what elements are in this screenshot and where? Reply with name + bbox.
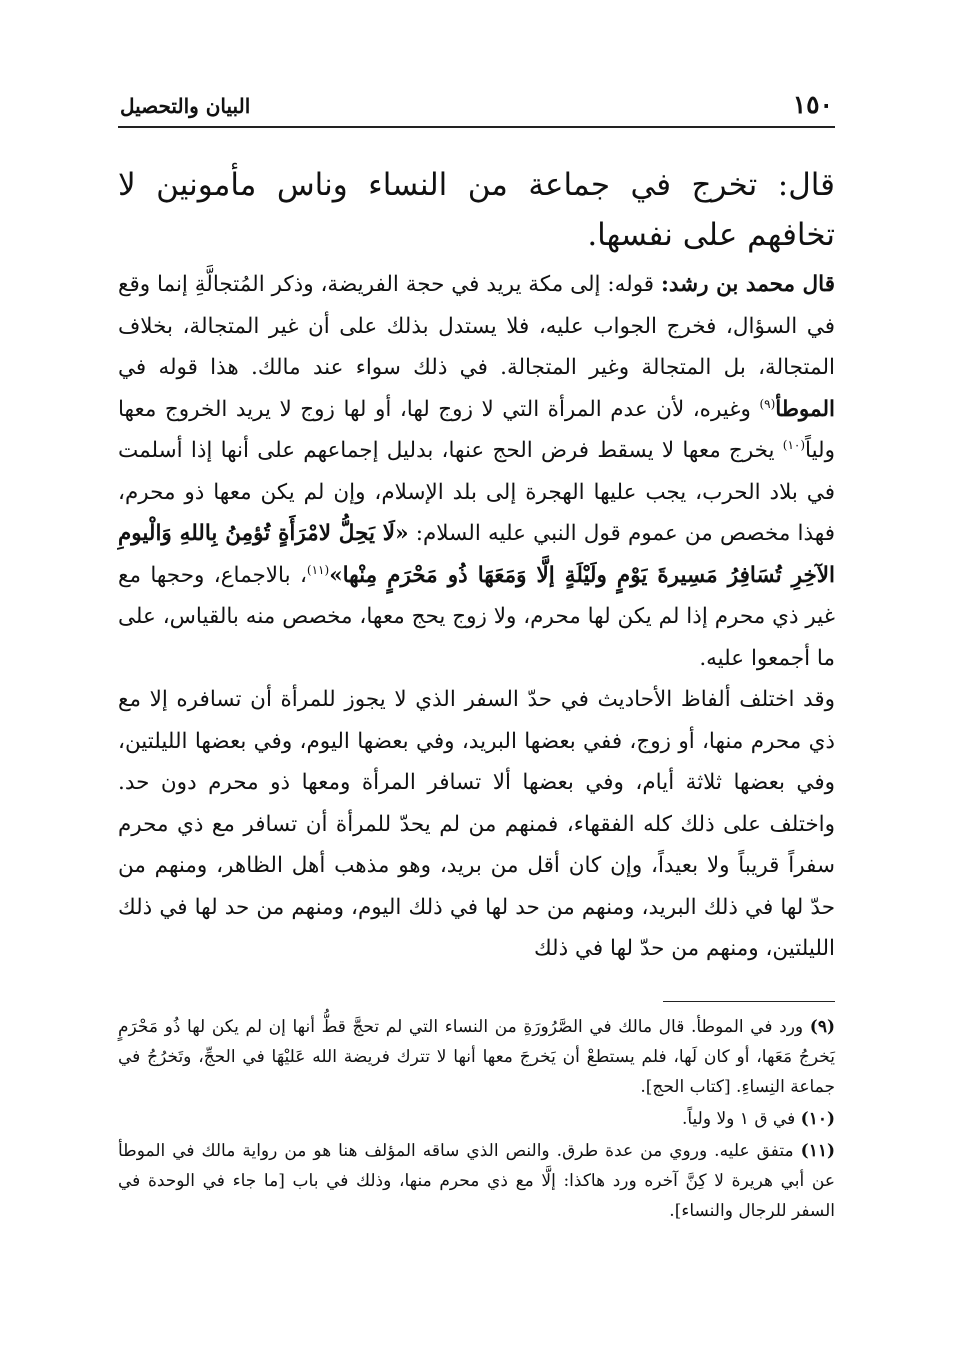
commentary-paragraph bbox=[118, 264, 835, 679]
footnote-9 bbox=[118, 1012, 835, 1102]
page-number: ١٥٠ bbox=[792, 90, 833, 119]
question-text: قال: تخرج في جماعة من النساء وناس مأمونين لا تخافهم على نفسها. bbox=[118, 167, 835, 253]
muwatta-title: الموطأ bbox=[775, 396, 835, 422]
footnote-text: في ق ١ ولا ولياً. bbox=[681, 1109, 796, 1129]
text-segment: ، بالاجماع، وحجها مع غير ذي محرم إذا لم يكن لها محرم، ولا زوج يحج معها، مخصص منه بالقياس، على ما أجمعوا عليه. bbox=[118, 562, 835, 671]
text-segment: يخرج معها لا يسقط فرض الحج عنها، بدليل إجماعهم على أنها إذا أسلمت في بلاد الحرب، يجب عليها الهجرة إلى بلد الإسلام، وإن لم يكن معها ذو محرم، فهذا مخصص من عموم قول النبي عليه السلام: bbox=[118, 438, 835, 546]
footnote-ref-10: (١٠) bbox=[782, 437, 806, 452]
footnote-number: (١١) bbox=[800, 1141, 835, 1161]
text-segment: وغيره، لأن عدم المرأة التي لا زوج لها، أو لها زوج لا يريد الخروج معها ولياً bbox=[118, 396, 835, 463]
commentary-paragraph-2: وقد اختلف ألفاظ الأحاديث في حدّ السفر الذي لا يجوز للمرأة أن تسافره إلا مع ذي محرم منها، أو زوج، ففي بعضها البريد، وفي بعضها اليوم، وفي بعضها الليلتين، وفي بعضها ثلاثة أيام، وفي بعضها ألا تسافر المرأة ومعها ذو محرم دون حد. واختلف على ذلك كله الفقهاء، فمنهم من لم يحدّ للمرأة أن تسافر مع ذي محرم سفراً قريباً ولا بعيداً، وإن كان أقل من بريد، وهو مذهب أهل الظاهر، ومنهم من حدّ لها في ذلك البريد، ومنهم من حد لها في ذلك اليوم، ومنهم من حد لها في ذلك الليلتين، ومنهم من حدّ لها في ذلك bbox=[118, 687, 835, 961]
footnote-number: (٩) bbox=[809, 1017, 835, 1037]
running-title: البيان والتحصيل bbox=[120, 94, 251, 118]
footnote-ref-11: (١١) bbox=[306, 562, 330, 577]
footnote-ref-9: (٩) bbox=[759, 396, 776, 411]
footnote-10 bbox=[118, 1104, 835, 1134]
footnote-11 bbox=[118, 1136, 835, 1226]
footnote-text: متفق عليه. وروي من عدة طرق. والنص الذي ساقه المؤلف هنا هو من رواية مالك في الموطأ عن أبي هريرة لا كِنَّ آخره ورد هاكذا: إلَّا مع ذي محرم منها، وذلك في باب [ما جاء في الوحدة في السفر للرجال والنساء]. bbox=[118, 1141, 835, 1221]
speaker-label: قال محمد بن رشد: bbox=[660, 272, 835, 297]
footnote-number: (١٠) bbox=[800, 1109, 835, 1129]
page-header bbox=[118, 86, 835, 128]
footnote-text: ورد في الموطأ. قال مالك في الصَّرُورَةِ من النساء التي لم تحجَّ قطُّ أنها إن لم يكن لها ذُو مَحْرَمٍ يَخرجُ مَعَها، أو كان لَها، فلم يستطعْ أن يَخرجَ معها أنها لا تترك فريضة الله عَليْهَا في الحجِّ، وتَخرُجُ في جماعة النِساءِ. [كتاب الحج]. bbox=[118, 1017, 835, 1097]
text-segment: قوله: إلى مكة يريد في حجة الفريضة، وذكر المُتجالَّةِ إنما وقع في السؤال، فخرج الجواب عليه، فلا يستدل بذلك على أن غير المتجالة، بخلاف المتجالة، بل المتجالة وغير المتجالة. في ذلك سواء عند مالك. هذا قوله في bbox=[118, 272, 835, 380]
hadith-quote: «لَا يَحِلُّ لامْرَأَةٍ تُؤمِنُ بِاللهِ وَالْيومِ الآخِرِ تُسَافِرُ مَسِيرةَ يَوْمٍ ولَيْلَةٍ إلَّا وَمَعَهَا ذُو مَحْرَمٍ مِنْها» bbox=[118, 521, 835, 588]
commentary-text bbox=[118, 264, 835, 970]
footnote-separator bbox=[663, 1001, 835, 1002]
footnotes-list bbox=[118, 1012, 835, 1228]
